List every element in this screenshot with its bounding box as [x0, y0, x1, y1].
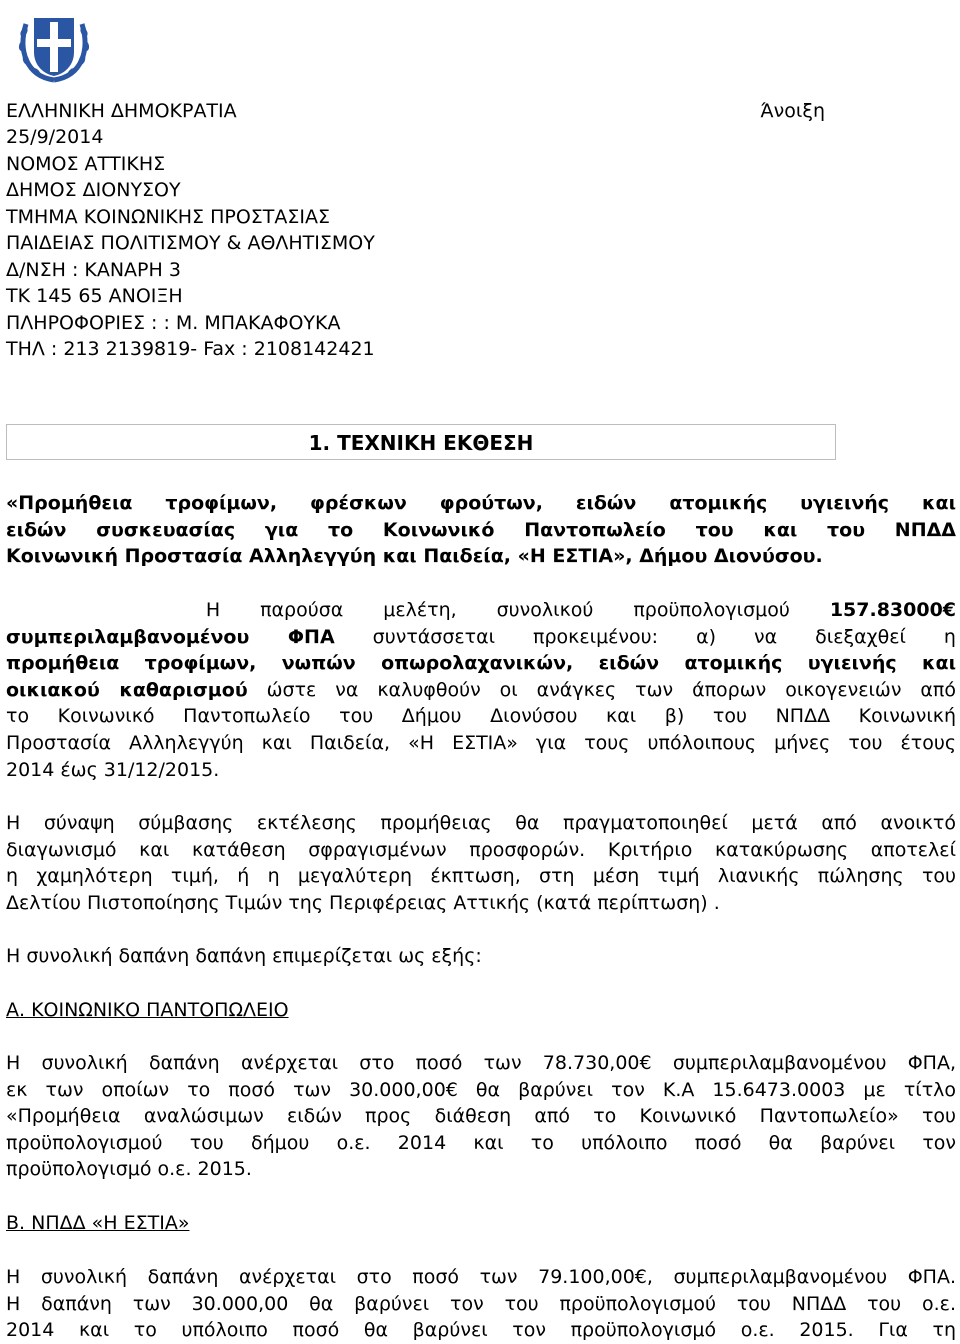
- study-line: το Κοινωνικό Παντοπωλείο του Δήμου Διονύσου και β) του ΝΠΔΔ Κοινωνική: [6, 705, 956, 728]
- header-address: Δ/ΝΣΗ : ΚΑΝΑΡΗ 3: [6, 259, 181, 281]
- study-line: 2014 έως 31/12/2015.: [6, 758, 220, 781]
- contract-line: Η σύναψη σύμβασης εκτέλεσης προμήθειας θα πραγματοποιηθεί μετά από ανοικτό: [6, 812, 956, 834]
- study-text: ώστε να καλυφθούν οι ανάγκες των άπορων οικογενειών από: [266, 678, 956, 701]
- subject-line: Κοινωνική Προστασία Αλληλεγγύη και Παιδεία, «Η ΕΣΤΙΑ», Δήμου Διονύσου.: [6, 545, 823, 568]
- contract-line: Δελτίου Πιστοποίησης Τιμών της Περιφέρειας Αττικής (κατά περίπτωση) .: [6, 891, 720, 914]
- section-a-line: «Προμήθεια αναλώσιμων ειδών προς διάθεση από το Κοινωνικό Παντοπωλείο» του: [6, 1105, 956, 1128]
- study-line: Προστασία Αλληλεγγύη και Παιδεία, «Η ΕΣΤΙΑ» για τους υπόλοιπους μήνες του έτους: [6, 731, 956, 754]
- subject-line: «Προμήθεια τροφίμων, φρέσκων φρούτων, ειδών ατομικής υγιεινής και: [6, 492, 956, 514]
- study-line: προμήθεια τροφίμων, νωπών οπωρολαχανικών, ειδών ατομικής υγιεινής και: [6, 652, 956, 675]
- study-text: Η παρούσα μελέτη, συνολικού προϋπολογισμού: [205, 599, 790, 621]
- header-phone: ΤΗΛ : 213 2139819- Fax : 2108142421: [6, 338, 375, 360]
- section-a-line: προϋπολογισμού του δήμου ο.ε. 2014 και το υπόλοιπο ποσό θα βαρύνει τον: [6, 1131, 956, 1154]
- header-prefecture: ΝΟΜΟΣ ΑΤΤΙΚΗΣ: [6, 153, 166, 175]
- header-postcode: ΤΚ 145 65 ΑΝΟΙΞΗ: [6, 285, 183, 307]
- section-b-heading: Β. ΝΠΔΔ «Η ΕΣΤΙΑ»: [6, 1212, 190, 1234]
- place-name: Άνοιξη: [760, 100, 825, 122]
- study-text: συντάσσεται προκειμένου: α) να διεξαχθεί η: [372, 625, 956, 648]
- study-line: [6, 624, 956, 651]
- section-b-body: [6, 1264, 956, 1344]
- subject-line: ειδών συσκευασίας για το Κοινωνικό Παντοπωλείο του και του ΝΠΔΔ: [6, 518, 956, 541]
- greek-republic-emblem-icon: [14, 6, 94, 86]
- header-department: ΤΜΗΜΑ ΚΟΙΝΩΝΙΚΗΣ ΠΡΟΣΤΑΣΙΑΣ: [6, 206, 330, 228]
- report-title: 1. ΤΕΧΝΙΚΗ ΕΚΘΕΣΗ: [6, 424, 836, 460]
- study-line: [6, 677, 956, 704]
- study-paragraph: [6, 597, 956, 783]
- header-country: ΕΛΛΗΝΙΚΗ ΔΗΜΟΚΡΑΤΙΑ: [6, 100, 237, 122]
- vat-included: συμπεριλαμβανομένου ΦΠΑ: [6, 625, 335, 648]
- header-contact: ΠΛΗΡΟΦΟΡΙΕΣ : : Μ. ΜΠΑΚΑΦΟΥΚΑ: [6, 312, 341, 334]
- section-a-heading: Α. ΚΟΙΝΩΝΙΚΟ ΠΑΝΤΟΠΩΛΕΙΟ: [6, 999, 289, 1021]
- subject-paragraph: [6, 490, 956, 570]
- split-intro: Η συνολική δαπάνη δαπάνη επιμερίζεται ως εξής:: [6, 945, 482, 967]
- cleaning-supplies: οικιακού καθαρισμού: [6, 678, 248, 701]
- contract-paragraph: [6, 810, 956, 916]
- header-department-2: ΠΑΙΔΕΙΑΣ ΠΟΛΙΤΙΣΜΟΥ & ΑΘΛΗΤΙΣΜΟΥ: [6, 232, 375, 254]
- section-b-line: Η συνολική δαπάνη ανέρχεται στο ποσό των 79.100,00€, συμπεριλαμβανομένου ΦΠΑ.: [6, 1266, 956, 1288]
- section-b-line: Η δαπάνη των 30.000,00 θα βαρύνει τον του προϋπολογισμού του ΝΠΔΔ του ο.ε.: [6, 1292, 956, 1315]
- section-a-body: [6, 1050, 956, 1183]
- section-a-line: εκ των οποίων το ποσό των 30.000,00€ θα βαρύνει τον Κ.Α 15.6473.0003 με τίτλο: [6, 1078, 956, 1101]
- contract-line: διαγωνισμό και κατάθεση σφραγισμένων προσφορών. Κριτήριο κατακύρωσης αποτελεί: [6, 838, 956, 861]
- contract-line: η χαμηλότερη τιμή, ή η μεγαλύτερη έκπτωση, στη μέση τιμή λιανικής πώλησης του: [6, 865, 956, 888]
- header-date: 25/9/2014: [6, 126, 104, 148]
- header-municipality: ΔΗΜΟΣ ΔΙΟΝΥΣΟΥ: [6, 179, 181, 201]
- total-budget: 157.83000€: [829, 599, 956, 621]
- section-a-line: Η συνολική δαπάνη ανέρχεται στο ποσό των 78.730,00€ συμπεριλαμβανομένου ΦΠΑ,: [6, 1052, 956, 1074]
- section-b-line: 2014 και το υπόλοιπο ποσό θα βαρύνει τον προϋπολογισμό ο.ε. 2015. Για τη: [6, 1319, 956, 1342]
- study-line: [6, 597, 956, 624]
- cross-horizontal: [37, 39, 71, 47]
- section-a-line: προϋπολογισμό ο.ε. 2015.: [6, 1158, 252, 1181]
